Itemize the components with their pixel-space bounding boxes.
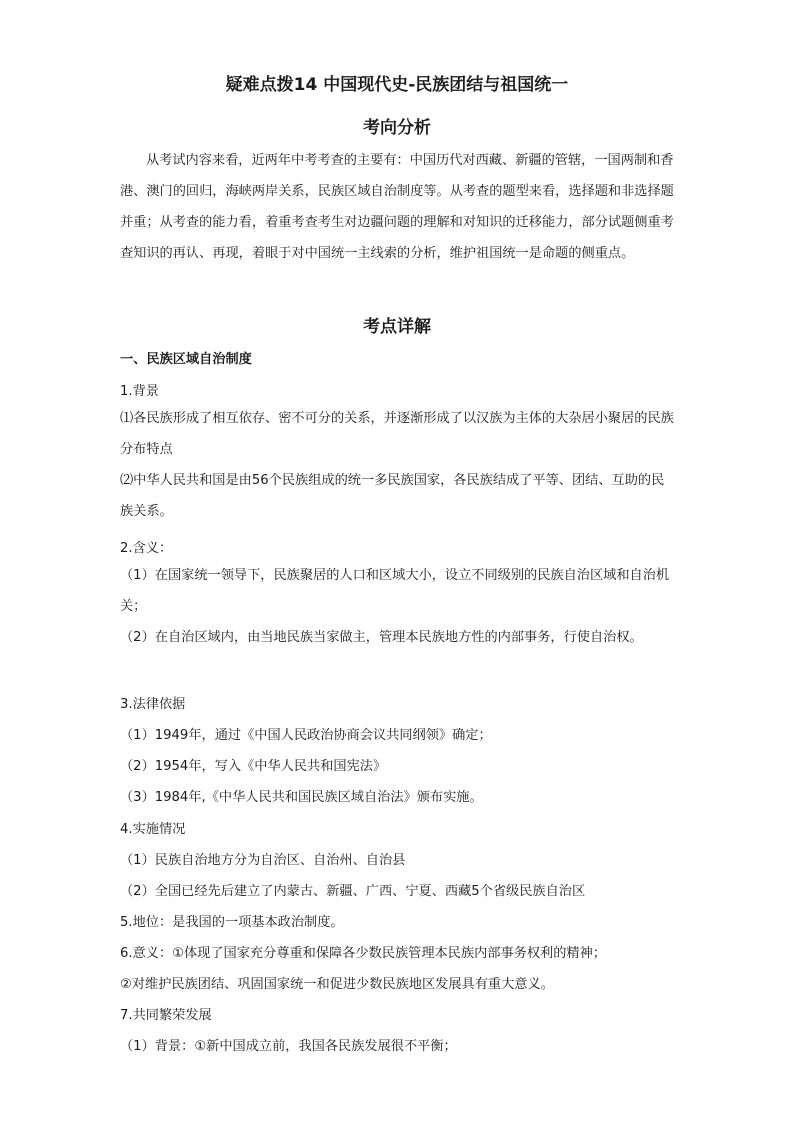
meaning-title: 2.含义： bbox=[120, 541, 173, 556]
intro-paragraph: 从考试内容来看，近两年中考考查的主要有：中国历代对西藏、新疆的管辖，一国两制和香港、澳门的回归，海峡两岸关系，民族区域自治制度等。从考查的题型来看，选择题和非选择题并重；从考查的能力看，着重考查考生对边疆问题的理解和对知识的迁移能力，部分试题侧重考查知识的再认、再现，着眼于对中国统一主线索的分析，维护祖国统一是命题的侧重点。 bbox=[120, 153, 674, 261]
part-title-autonomy: 一、民族区域自治制度 bbox=[120, 352, 252, 367]
prosperity-item-1: （1）背景：①新中国成立前，我国各民族发展很不平衡； bbox=[120, 1039, 457, 1054]
meaning-item-1: （1）在国家统一领导下，民族聚居的人口和区域大小，设立不同级别的民族自治区域和自治机关； bbox=[120, 568, 670, 614]
section-heading-details: 考点详解 bbox=[363, 317, 431, 337]
background-item-1: ⑴各民族形成了相互依存、密不可分的关系，并逐渐形成了以汉族为主体的大杂居小聚居的民族分布特点 bbox=[120, 411, 674, 457]
background-item-2: ⑵中华人民共和国是由56个民族组成的统一多民族国家，各民族结成了平等、团结、互助的民族关系。 bbox=[120, 473, 665, 519]
law-item-3: （3）1984年,《中华人民共和国民族区域自治法》颁布实施。 bbox=[120, 790, 483, 805]
section-heading-analysis: 考向分析 bbox=[363, 118, 431, 138]
law-title: 3.法律依据 bbox=[120, 697, 186, 712]
meaning-item-2: （2）在自治区域内，由当地民族当家做主，管理本民族地方性的内部事务，行使自治权。 bbox=[120, 630, 643, 645]
document-title: 疑难点拨14 中国现代史-民族团结与祖国统一 bbox=[225, 75, 569, 95]
status-line: 5.地位：是我国的一项基本政治制度。 bbox=[120, 915, 344, 930]
prosperity-title: 7.共同繁荣发展 bbox=[120, 1008, 212, 1023]
significance-line-1: 6.意义：①体现了国家充分尊重和保障各少数民族管理本民族内部事务权利的精神； bbox=[120, 946, 606, 961]
implementation-item-2: （2）全国已经先后建立了内蒙古、新疆、广西、宁夏、西藏5个省级民族自治区 bbox=[120, 884, 586, 899]
law-item-1: （1）1949年，通过《中国人民政治协商会议共同纲领》确定； bbox=[120, 728, 492, 743]
implementation-item-1: （1）民族自治地方分为自治区、自治州、自治县 bbox=[120, 853, 406, 868]
background-title: 1.背景 bbox=[120, 384, 159, 399]
law-item-2: （2）1954年，写入《中华人民共和国宪法》 bbox=[120, 759, 387, 774]
significance-line-2: ②对维护民族团结、巩固国家统一和促进少数民族地区发展具有重大意义。 bbox=[120, 977, 554, 992]
implementation-title: 4.实施情况 bbox=[120, 822, 186, 837]
